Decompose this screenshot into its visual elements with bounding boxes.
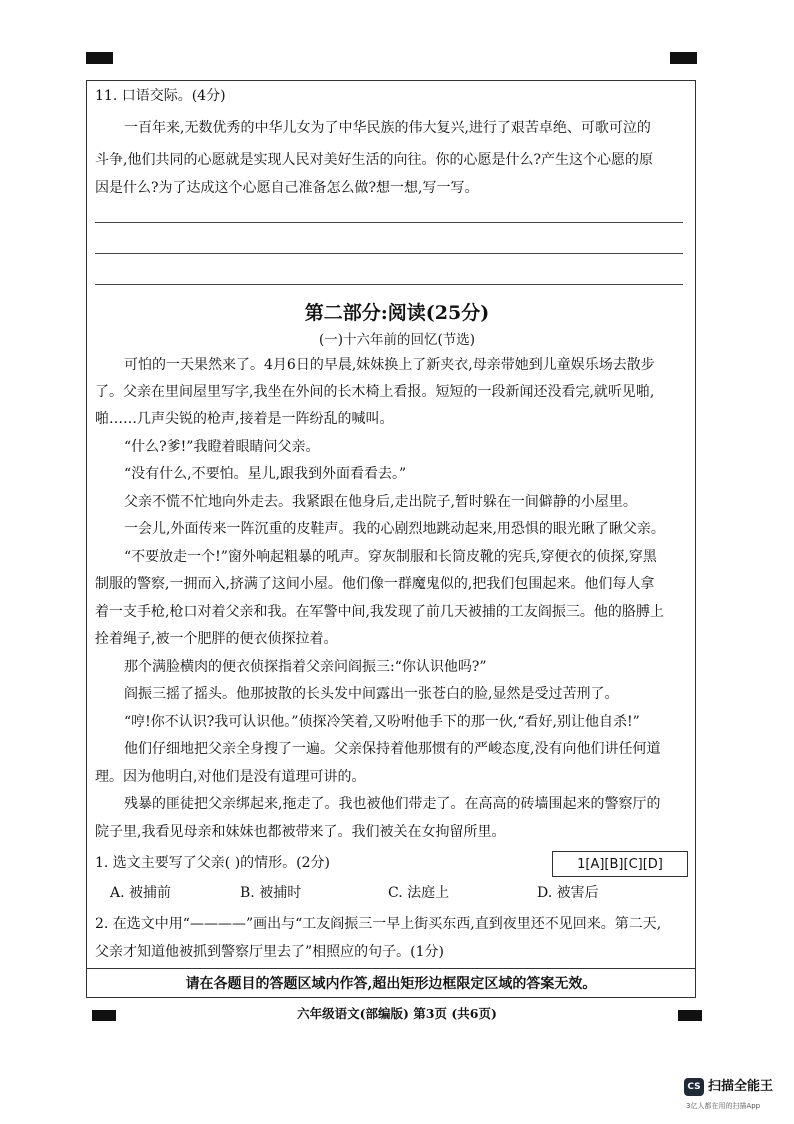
passage-line: “没有什么,不要怕。星儿,跟我到外面看看去。” [124, 466, 407, 482]
option-a: A. 被捕前 [110, 885, 172, 901]
option-c: C. 法庭上 [388, 885, 450, 901]
passage-line: “不要放走一个!”窗外响起粗暴的吼声。穿灰制服和长筒皮靴的宪兵,穿便衣的侦探,穿黑 [124, 549, 657, 565]
question-11-prompt-line: 因是什么?为了达成这个心愿自己准备怎么做?想一想,写一写。 [95, 180, 479, 196]
passage-line: 残暴的匪徒把父亲绑起来,拖走了。我也被他们带走了。在高高的砖墙围起来的警察厅的 [124, 796, 661, 812]
question-1-stem: 1. 选文主要写了父亲( )的情形。(2分) [95, 855, 331, 871]
passage-line: 拴着绳子,被一个肥胖的便衣侦探拉着。 [95, 631, 338, 647]
question-11-prompt-line: 斗争,他们共同的心愿就是实现人民对美好生活的向往。你的心愿是什么?产生这个心愿的原 [95, 152, 653, 168]
passage-line: 父亲不慌不忙地向外走去。我紧跟在他身后,走出院子,暂时躲在一间僻静的小屋里。 [124, 494, 637, 510]
page-footer: 六年级语文(部编版) 第3页 (共6页) [297, 1006, 497, 1021]
camscanner-tagline: 3亿人都在用的扫描App [686, 1102, 761, 1110]
question-11-prompt-line: 一百年来,无数优秀的中华儿女为了中华民族的伟大复兴,进行了艰苦卓绝、可歌可泣的 [124, 120, 651, 136]
camscanner-name: 扫描全能王 [708, 1079, 774, 1094]
camscanner-logo-icon: CS [684, 1078, 704, 1096]
passage-line: 那个满脸横肉的便衣侦探指着父亲问阎振三:“你认识他吗?” [124, 659, 487, 675]
writing-line[interactable] [95, 253, 683, 254]
passage-line: 了。父亲在里间屋里写字,我坐在外间的长木椅上看报。短短的一段新闻还没看完,就听见啪, [95, 384, 655, 400]
writing-line[interactable] [95, 222, 683, 223]
passage-line: 他们仔细地把父亲全身搜了一遍。父亲保持着他那惯有的严峻态度,没有向他们讲任何道 [124, 741, 661, 757]
answer-choice-box[interactable]: 1[A][B][C][D] [552, 851, 688, 877]
writing-line[interactable] [95, 284, 683, 285]
question-2-line: 父亲才知道他被抓到警察厅里去了”相照应的句子。(1分) [95, 944, 444, 960]
passage-line: 阎振三摇了摇头。他那披散的长头发中间露出一张苍白的脸,显然是受过苦刑了。 [124, 686, 619, 702]
passage-line: 可怕的一天果然来了。4月6日的早晨,妹妹换上了新夹衣,母亲带她到儿童娱乐场去散步 [124, 357, 655, 373]
passage-line: 理。因为他明白,对他们是没有道理可讲的。 [95, 769, 366, 785]
answer-area-notice: 请在各题目的答题区域内作答,超出矩形边框限定区域的答案无效。 [87, 968, 695, 997]
passage-line: “什么?爹!”我瞪着眼睛问父亲。 [124, 439, 320, 455]
registration-mark-top-left [86, 52, 113, 64]
passage-line: 制服的警察,一拥而入,挤满了这间小屋。他们像一群魔鬼似的,把我们包围起来。他们每人拿 [95, 576, 655, 592]
passage-line: 啪……几声尖锐的枪声,接着是一阵纷乱的喊叫。 [95, 411, 394, 427]
passage-line: 一会儿,外面传来一阵沉重的皮鞋声。我的心剧烈地跳动起来,用恐惧的眼光瞅了瞅父亲。 [124, 521, 665, 537]
option-b: B. 被捕时 [240, 885, 302, 901]
question-11-heading: 11. 口语交际。(4分) [95, 88, 226, 104]
passage-line: “哼!你不认识?我可认识他。”侦探冷笑着,又吩咐他手下的那一伙,“看好,别让他自杀!” [124, 714, 640, 730]
passage-line: 院子里,我看见母亲和妹妹也都被带来了。我们被关在女拘留所里。 [95, 824, 506, 840]
passage-title: (一)十六年前的回忆(节选) [318, 332, 476, 348]
registration-mark-top-right [670, 52, 697, 64]
passage-line: 着一支手枪,枪口对着父亲和我。在军警中间,我发现了前几天被捕的工友阎振三。他的胳膊上 [95, 604, 664, 620]
question-2-line: 2. 在选文中用“————”画出与“工友阎振三一早上街买东西,直到夜里还不见回来。第二天, [95, 916, 662, 932]
part-2-title: 第二部分:阅读(25分) [304, 302, 490, 324]
option-d: D. 被害后 [537, 885, 599, 901]
